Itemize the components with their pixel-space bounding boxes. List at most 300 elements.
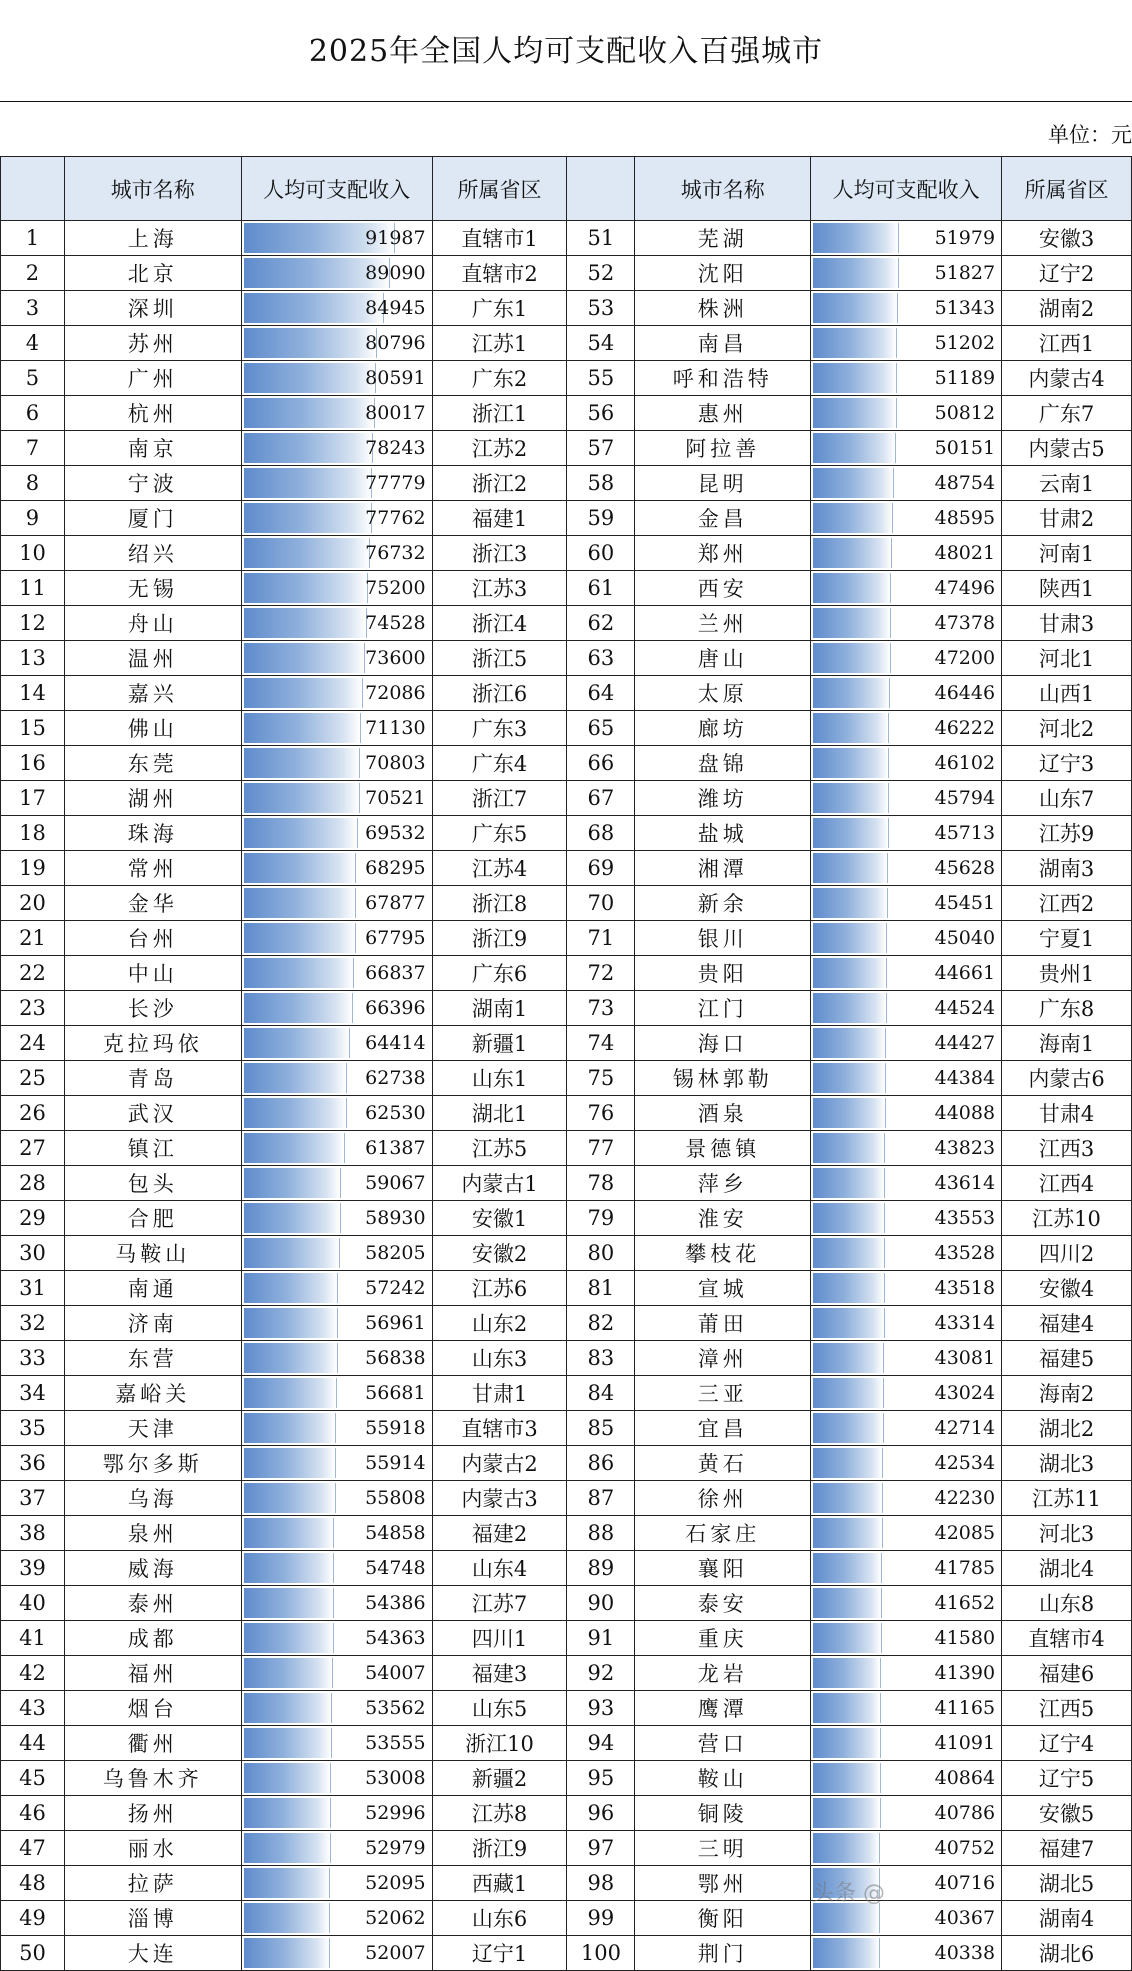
income-value: 80017 <box>365 402 426 424</box>
income-value: 43614 <box>934 1172 996 1194</box>
table-row <box>1 536 1132 571</box>
income-bar <box>813 1798 881 1828</box>
rank-cell: 29 <box>1 1201 65 1236</box>
income-value: 56838 <box>365 1347 426 1369</box>
rank-cell: 20 <box>1 886 65 921</box>
city-cell: 丽水 <box>64 1831 241 1866</box>
table-row <box>1 1446 1132 1481</box>
province-cell: 福建3 <box>432 1656 567 1691</box>
income-cell <box>241 1061 432 1096</box>
rank-cell: 61 <box>567 571 635 606</box>
province-cell: 江苏1 <box>432 326 567 361</box>
city-cell: 黄石 <box>635 1446 811 1481</box>
rank-cell: 99 <box>567 1901 635 1936</box>
province-cell: 安徽2 <box>432 1236 567 1271</box>
rank-cell: 100 <box>567 1936 635 1971</box>
income-value: 51343 <box>934 297 996 319</box>
income-cell <box>811 746 1002 781</box>
income-cell <box>811 956 1002 991</box>
income-bar <box>244 1028 350 1058</box>
table-row <box>1 326 1132 361</box>
income-value: 68295 <box>365 857 426 879</box>
income-cell <box>811 1376 1002 1411</box>
table-row <box>1 1201 1132 1236</box>
city-cell: 新余 <box>635 886 811 921</box>
income-value: 44661 <box>934 962 996 984</box>
rank-cell: 65 <box>567 711 635 746</box>
province-cell: 浙江9 <box>432 1831 567 1866</box>
income-cell <box>811 1201 1002 1236</box>
city-cell: 湖州 <box>64 781 241 816</box>
rank-cell: 46 <box>1 1796 65 1831</box>
income-bar <box>813 748 889 778</box>
income-cell <box>811 1096 1002 1131</box>
table-row <box>1 1411 1132 1446</box>
income-bar <box>813 573 891 603</box>
city-cell: 锡林郭勒 <box>635 1061 811 1096</box>
rank-cell: 86 <box>567 1446 635 1481</box>
income-value: 44088 <box>934 1102 996 1124</box>
province-cell: 广东8 <box>1002 991 1132 1026</box>
header-income: 人均可支配收入 <box>241 157 432 221</box>
income-bar <box>244 993 353 1023</box>
income-bar <box>244 1553 334 1583</box>
income-bar <box>813 1168 885 1198</box>
income-value: 50812 <box>934 402 996 424</box>
income-bar <box>244 1833 331 1863</box>
income-cell <box>241 1376 432 1411</box>
table-row <box>1 1831 1132 1866</box>
income-value: 43823 <box>934 1137 996 1159</box>
city-cell: 苏州 <box>64 326 241 361</box>
income-bar <box>244 1868 330 1898</box>
city-cell: 台州 <box>64 921 241 956</box>
income-value: 64414 <box>365 1032 426 1054</box>
province-cell: 内蒙古1 <box>432 1166 567 1201</box>
income-cell <box>241 1201 432 1236</box>
province-cell: 江苏2 <box>432 431 567 466</box>
rank-cell: 54 <box>567 326 635 361</box>
income-cell <box>811 921 1002 956</box>
income-bar <box>813 1658 881 1688</box>
rank-cell: 80 <box>567 1236 635 1271</box>
income-cell <box>241 1936 432 1971</box>
city-cell: 上海 <box>64 221 241 256</box>
city-cell: 重庆 <box>635 1621 811 1656</box>
table-row <box>1 921 1132 956</box>
income-cell <box>811 1831 1002 1866</box>
city-cell: 东营 <box>64 1341 241 1376</box>
rank-cell: 23 <box>1 991 65 1026</box>
city-cell: 太原 <box>635 676 811 711</box>
income-value: 52062 <box>365 1907 426 1929</box>
table-row <box>1 676 1132 711</box>
income-cell <box>241 1796 432 1831</box>
income-bar <box>813 1133 885 1163</box>
rank-cell: 67 <box>567 781 635 816</box>
city-cell: 酒泉 <box>635 1096 811 1131</box>
province-cell: 广东6 <box>432 956 567 991</box>
province-cell: 安徽3 <box>1002 221 1132 256</box>
rank-cell: 35 <box>1 1411 65 1446</box>
income-cell <box>811 1411 1002 1446</box>
province-cell: 直辖市2 <box>432 256 567 291</box>
table-row <box>1 1656 1132 1691</box>
income-value: 41652 <box>934 1592 996 1614</box>
income-bar <box>813 1413 884 1443</box>
income-bar <box>813 398 897 428</box>
income-bar <box>813 1588 882 1618</box>
province-cell: 福建1 <box>432 501 567 536</box>
rank-cell: 73 <box>567 991 635 1026</box>
income-cell <box>811 886 1002 921</box>
income-bar <box>244 293 384 323</box>
header-province-2: 所属省区 <box>1002 157 1132 221</box>
income-value: 70803 <box>365 752 426 774</box>
table-row <box>1 1236 1132 1271</box>
province-cell: 江苏5 <box>432 1131 567 1166</box>
income-bar <box>813 783 889 813</box>
province-cell: 湖北6 <box>1002 1936 1132 1971</box>
city-cell: 温州 <box>64 641 241 676</box>
rank-cell: 60 <box>567 536 635 571</box>
income-cell <box>241 851 432 886</box>
income-value: 41091 <box>934 1732 996 1754</box>
income-bar <box>244 1938 330 1968</box>
city-cell: 南昌 <box>635 326 811 361</box>
table-row <box>1 991 1132 1026</box>
income-cell <box>241 956 432 991</box>
income-value: 69532 <box>365 822 426 844</box>
income-cell <box>811 1796 1002 1831</box>
rank-cell: 85 <box>567 1411 635 1446</box>
income-value: 40716 <box>934 1872 996 1894</box>
province-cell: 海南2 <box>1002 1376 1132 1411</box>
income-value: 80591 <box>365 367 426 389</box>
city-cell: 衢州 <box>64 1726 241 1761</box>
city-cell: 唐山 <box>635 641 811 676</box>
income-cell <box>241 991 432 1026</box>
rank-cell: 33 <box>1 1341 65 1376</box>
income-value: 45451 <box>934 892 996 914</box>
city-cell: 衡阳 <box>635 1901 811 1936</box>
city-cell: 沈阳 <box>635 256 811 291</box>
rank-cell: 53 <box>567 291 635 326</box>
city-cell: 鞍山 <box>635 1761 811 1796</box>
province-cell: 广东5 <box>432 816 567 851</box>
income-bar <box>244 1763 331 1793</box>
table-row <box>1 886 1132 921</box>
income-bar <box>244 748 360 778</box>
rank-cell: 11 <box>1 571 65 606</box>
city-cell: 盘锦 <box>635 746 811 781</box>
table-row <box>1 256 1132 291</box>
income-bar <box>244 1483 336 1513</box>
province-cell: 辽宁2 <box>1002 256 1132 291</box>
income-value: 48754 <box>934 472 996 494</box>
city-cell: 漳州 <box>635 1341 811 1376</box>
city-cell: 攀枝花 <box>635 1236 811 1271</box>
province-cell: 直辖市3 <box>432 1411 567 1446</box>
income-cell <box>811 396 1002 431</box>
header-city: 城市名称 <box>64 157 241 221</box>
province-cell: 江苏9 <box>1002 816 1132 851</box>
income-value: 40338 <box>934 1942 996 1964</box>
income-value: 89090 <box>365 262 426 284</box>
income-bar <box>813 1378 884 1408</box>
income-value: 43528 <box>934 1242 996 1264</box>
province-cell: 山东6 <box>432 1901 567 1936</box>
income-bar <box>813 1833 880 1863</box>
rank-cell: 76 <box>567 1096 635 1131</box>
income-bar <box>244 363 376 393</box>
income-value: 46102 <box>934 752 996 774</box>
rank-cell: 4 <box>1 326 65 361</box>
rank-cell: 12 <box>1 606 65 641</box>
income-value: 77762 <box>365 507 426 529</box>
income-cell <box>241 1516 432 1551</box>
table-row <box>1 431 1132 466</box>
income-cell <box>241 1586 432 1621</box>
income-bar <box>244 713 361 743</box>
income-cell <box>811 571 1002 606</box>
rank-cell: 45 <box>1 1761 65 1796</box>
rank-cell: 9 <box>1 501 65 536</box>
income-cell <box>811 676 1002 711</box>
province-cell: 安徽5 <box>1002 1796 1132 1831</box>
province-cell: 湖南4 <box>1002 1901 1132 1936</box>
income-bar <box>244 1693 332 1723</box>
income-bar <box>244 1343 338 1373</box>
income-cell <box>811 536 1002 571</box>
province-cell: 河北3 <box>1002 1516 1132 1551</box>
city-cell: 合肥 <box>64 1201 241 1236</box>
city-cell: 绍兴 <box>64 536 241 571</box>
city-cell: 嘉兴 <box>64 676 241 711</box>
income-bar <box>244 783 360 813</box>
city-cell: 鹰潭 <box>635 1691 811 1726</box>
income-value: 47496 <box>934 577 996 599</box>
rank-cell: 44 <box>1 1726 65 1761</box>
rank-cell: 56 <box>567 396 635 431</box>
income-bar <box>244 818 358 848</box>
province-cell: 湖南2 <box>1002 291 1132 326</box>
income-cell <box>241 781 432 816</box>
income-cell <box>811 1271 1002 1306</box>
province-cell: 直辖市1 <box>432 221 567 256</box>
income-cell <box>241 921 432 956</box>
income-value: 78243 <box>365 437 426 459</box>
income-value: 47378 <box>934 612 996 634</box>
income-bar <box>813 328 897 358</box>
city-cell: 莆田 <box>635 1306 811 1341</box>
income-bar <box>813 468 894 498</box>
city-cell: 镇江 <box>64 1131 241 1166</box>
income-value: 42085 <box>934 1522 996 1544</box>
income-value: 75200 <box>365 577 426 599</box>
city-cell: 乌海 <box>64 1481 241 1516</box>
income-value: 42714 <box>934 1417 996 1439</box>
income-bar <box>813 538 892 568</box>
province-cell: 山东2 <box>432 1306 567 1341</box>
province-cell: 四川2 <box>1002 1236 1132 1271</box>
province-cell: 浙江8 <box>432 886 567 921</box>
income-cell <box>241 1306 432 1341</box>
income-cell <box>811 1481 1002 1516</box>
income-value: 91987 <box>365 227 426 249</box>
income-bar <box>813 678 890 708</box>
income-value: 52007 <box>365 1942 426 1964</box>
income-bar <box>244 398 375 428</box>
city-cell: 江门 <box>635 991 811 1026</box>
income-value: 43024 <box>934 1382 996 1404</box>
city-cell: 荆门 <box>635 1936 811 1971</box>
city-cell: 常州 <box>64 851 241 886</box>
province-cell: 江苏11 <box>1002 1481 1132 1516</box>
rank-cell: 92 <box>567 1656 635 1691</box>
province-cell: 辽宁4 <box>1002 1726 1132 1761</box>
income-value: 54363 <box>365 1627 426 1649</box>
city-cell: 杭州 <box>64 396 241 431</box>
income-bar <box>813 1728 881 1758</box>
income-cell <box>241 641 432 676</box>
rank-cell: 49 <box>1 1901 65 1936</box>
income-bar <box>813 1098 886 1128</box>
income-bar <box>813 958 887 988</box>
header-city-2: 城市名称 <box>635 157 811 221</box>
city-cell: 扬州 <box>64 1796 241 1831</box>
rank-cell: 91 <box>567 1621 635 1656</box>
table-row <box>1 816 1132 851</box>
income-bar <box>244 888 356 918</box>
watermark-logo: 头条 @ <box>812 1881 885 1906</box>
rank-cell: 7 <box>1 431 65 466</box>
province-cell: 广东3 <box>432 711 567 746</box>
rank-cell: 63 <box>567 641 635 676</box>
table-row <box>1 1166 1132 1201</box>
rank-cell: 25 <box>1 1061 65 1096</box>
city-cell: 呼和浩特 <box>635 361 811 396</box>
province-cell: 山东1 <box>432 1061 567 1096</box>
province-cell: 山东4 <box>432 1551 567 1586</box>
table-row <box>1 1516 1132 1551</box>
rank-cell: 2 <box>1 256 65 291</box>
city-cell: 鄂州 <box>635 1866 811 1901</box>
province-cell: 甘肃2 <box>1002 501 1132 536</box>
income-value: 40864 <box>934 1767 996 1789</box>
income-value: 56961 <box>365 1312 426 1334</box>
rank-cell: 42 <box>1 1656 65 1691</box>
rank-cell: 71 <box>567 921 635 956</box>
income-cell <box>241 1411 432 1446</box>
city-cell: 徐州 <box>635 1481 811 1516</box>
city-cell: 南通 <box>64 1271 241 1306</box>
income-cell <box>241 816 432 851</box>
income-cell <box>241 1866 432 1901</box>
table-row <box>1 781 1132 816</box>
table-row <box>1 606 1132 641</box>
province-cell: 山西1 <box>1002 676 1132 711</box>
rank-cell: 87 <box>567 1481 635 1516</box>
income-bar <box>813 1308 885 1338</box>
income-cell <box>811 1551 1002 1586</box>
city-cell: 拉萨 <box>64 1866 241 1901</box>
city-cell: 襄阳 <box>635 1551 811 1586</box>
province-cell: 云南1 <box>1002 466 1132 501</box>
income-cell <box>811 1691 1002 1726</box>
province-cell: 浙江9 <box>432 921 567 956</box>
city-cell: 湘潭 <box>635 851 811 886</box>
city-cell: 潍坊 <box>635 781 811 816</box>
city-cell: 乌鲁木齐 <box>64 1761 241 1796</box>
city-cell: 中山 <box>64 956 241 991</box>
income-cell <box>241 886 432 921</box>
income-value: 46222 <box>934 717 996 739</box>
income-value: 73600 <box>365 647 426 669</box>
province-cell: 浙江2 <box>432 466 567 501</box>
province-cell: 浙江10 <box>432 1726 567 1761</box>
province-cell: 山东7 <box>1002 781 1132 816</box>
income-value: 50151 <box>934 437 996 459</box>
city-cell: 鄂尔多斯 <box>64 1446 241 1481</box>
income-cell <box>811 1446 1002 1481</box>
province-cell: 福建6 <box>1002 1656 1132 1691</box>
income-cell <box>811 1236 1002 1271</box>
income-bar <box>813 1518 883 1548</box>
province-cell: 内蒙古3 <box>432 1481 567 1516</box>
table-row <box>1 1376 1132 1411</box>
income-value: 54386 <box>365 1592 426 1614</box>
rank-cell: 27 <box>1 1131 65 1166</box>
income-bar <box>244 1308 338 1338</box>
rank-cell: 74 <box>567 1026 635 1061</box>
income-value: 61387 <box>365 1137 426 1159</box>
province-cell: 安徽4 <box>1002 1271 1132 1306</box>
city-cell: 石家庄 <box>635 1516 811 1551</box>
city-cell: 天津 <box>64 1411 241 1446</box>
income-bar <box>244 573 368 603</box>
rank-cell: 37 <box>1 1481 65 1516</box>
table-row <box>1 711 1132 746</box>
rank-cell: 14 <box>1 676 65 711</box>
table-row <box>1 361 1132 396</box>
income-value: 59067 <box>365 1172 426 1194</box>
province-cell: 山东3 <box>432 1341 567 1376</box>
income-bar <box>813 1448 883 1478</box>
income-value: 51827 <box>934 262 996 284</box>
income-bar <box>244 468 372 498</box>
income-value: 66837 <box>365 962 426 984</box>
income-cell <box>811 641 1002 676</box>
city-cell: 烟台 <box>64 1691 241 1726</box>
rank-cell: 84 <box>567 1376 635 1411</box>
province-cell: 海南1 <box>1002 1026 1132 1061</box>
rank-cell: 34 <box>1 1376 65 1411</box>
income-value: 48595 <box>934 507 996 529</box>
income-bar <box>813 1063 886 1093</box>
income-value: 56681 <box>365 1382 426 1404</box>
table-row <box>1 1341 1132 1376</box>
rank-cell: 90 <box>567 1586 635 1621</box>
income-cell <box>241 1691 432 1726</box>
rank-cell: 43 <box>1 1691 65 1726</box>
province-cell: 江苏3 <box>432 571 567 606</box>
income-bar <box>244 678 363 708</box>
income-value: 58930 <box>365 1207 426 1229</box>
header-rank <box>1 157 65 221</box>
income-bar <box>244 1203 341 1233</box>
income-cell <box>241 291 432 326</box>
